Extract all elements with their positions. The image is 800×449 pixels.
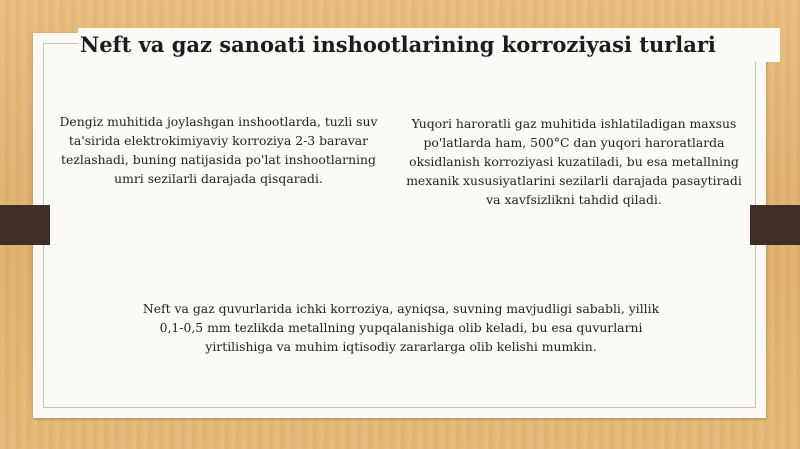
slide-title: Neft va gaz sanoati inshootlarining korroziyasi turlari bbox=[78, 28, 780, 62]
paragraph-high-temperature-corrosion: Yuqori haroratli gaz muhitida ishlatiladigan maxsus po'latlarda ham, 500°C dan yuqori haroratlarda oksidlanish korroziyasi kuzatiladi, bu esa metallning mexanik xususiyatlarini sezilarli darajada pasaytiradi va xavfsizlikni tahdid qiladi. bbox=[406, 116, 742, 207]
paragraph-marine-corrosion: Dengiz muhitida joylashgan inshootlarda, tuzli suv ta'sirida elektrokimiyaviy korroziya 2-3 baravar tezlashadi, buning natijasida po'lat inshootlarning umri sezilarli darajada qisqaradi. bbox=[59, 114, 378, 186]
slide-card bbox=[33, 33, 766, 418]
paragraph-pipeline-corrosion: Neft va gaz quvurlarida ichki korroziya, ayniqsa, suvning mavjudligi sababli, yillik 0,1-0,5 mm tezlikda metallning yupqalanishiga olib keladi, bu esa quvurlarni yirtilishiga va muhim iqtisodiy zararlarga olib kelishi mumkin. bbox=[142, 301, 660, 354]
right-side-tab bbox=[750, 205, 800, 245]
left-side-tab bbox=[0, 205, 50, 245]
